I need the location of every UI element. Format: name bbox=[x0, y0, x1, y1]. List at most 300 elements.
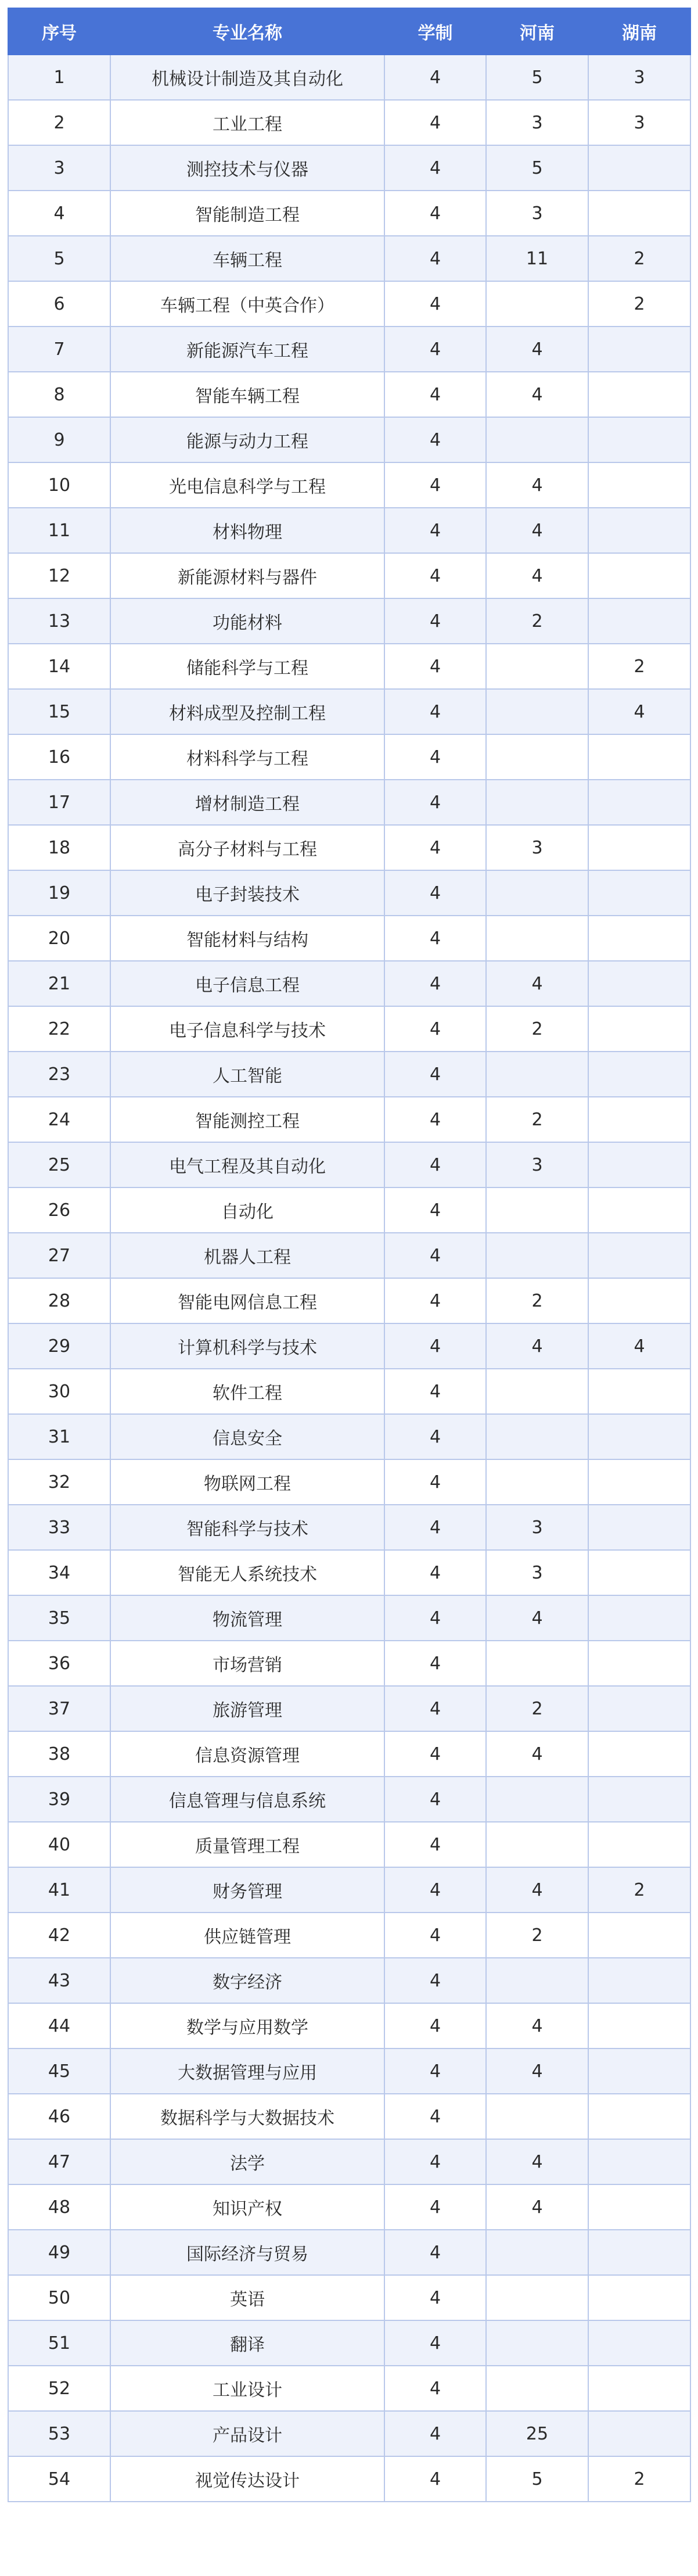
cell-hunan bbox=[588, 2275, 690, 2320]
table-row bbox=[8, 1505, 690, 1550]
cell-duration: 4 bbox=[384, 780, 486, 825]
cell-major-name: 车辆工程 bbox=[110, 236, 384, 281]
cell-serial-number: 47 bbox=[8, 2139, 110, 2184]
cell-hunan bbox=[588, 553, 690, 598]
cell-duration: 4 bbox=[384, 1595, 486, 1641]
cell-henan: 3 bbox=[486, 1550, 588, 1595]
table-row bbox=[8, 598, 690, 644]
cell-major-name: 工业工程 bbox=[110, 100, 384, 145]
cell-serial-number: 20 bbox=[8, 916, 110, 961]
cell-major-name: 数据科学与大数据技术 bbox=[110, 2094, 384, 2139]
cell-hunan bbox=[588, 734, 690, 780]
table-row bbox=[8, 1323, 690, 1369]
cell-duration: 4 bbox=[384, 2094, 486, 2139]
table-row bbox=[8, 1006, 690, 1052]
cell-serial-number: 54 bbox=[8, 2456, 110, 2502]
cell-henan: 5 bbox=[486, 2456, 588, 2502]
cell-hunan bbox=[588, 1142, 690, 1187]
table-row bbox=[8, 508, 690, 553]
cell-hunan bbox=[588, 961, 690, 1006]
cell-duration: 4 bbox=[384, 2048, 486, 2094]
cell-hunan bbox=[588, 145, 690, 191]
cell-serial-number: 50 bbox=[8, 2275, 110, 2320]
cell-serial-number: 19 bbox=[8, 870, 110, 916]
cell-serial-number: 17 bbox=[8, 780, 110, 825]
cell-major-name: 工业设计 bbox=[110, 2366, 384, 2411]
cell-duration: 4 bbox=[384, 2275, 486, 2320]
cell-henan: 4 bbox=[486, 462, 588, 508]
cell-serial-number: 40 bbox=[8, 1822, 110, 1867]
cell-serial-number: 22 bbox=[8, 1006, 110, 1052]
cell-henan: 5 bbox=[486, 145, 588, 191]
cell-serial-number: 53 bbox=[8, 2411, 110, 2456]
cell-hunan bbox=[588, 2094, 690, 2139]
table-row bbox=[8, 372, 690, 417]
cell-duration: 4 bbox=[384, 1505, 486, 1550]
cell-major-name: 大数据管理与应用 bbox=[110, 2048, 384, 2094]
cell-duration: 4 bbox=[384, 1369, 486, 1414]
cell-hunan bbox=[588, 2320, 690, 2366]
table-row bbox=[8, 553, 690, 598]
table-row bbox=[8, 1641, 690, 1686]
cell-hunan bbox=[588, 1505, 690, 1550]
cell-duration: 4 bbox=[384, 145, 486, 191]
cell-serial-number: 6 bbox=[8, 281, 110, 327]
cell-henan: 4 bbox=[486, 2139, 588, 2184]
cell-serial-number: 28 bbox=[8, 1278, 110, 1323]
cell-serial-number: 34 bbox=[8, 1550, 110, 1595]
cell-serial-number: 12 bbox=[8, 553, 110, 598]
header-hunan: 湖南 bbox=[588, 8, 690, 55]
cell-hunan bbox=[588, 1822, 690, 1867]
cell-hunan bbox=[588, 916, 690, 961]
cell-serial-number: 51 bbox=[8, 2320, 110, 2366]
cell-major-name: 信息安全 bbox=[110, 1414, 384, 1459]
cell-serial-number: 41 bbox=[8, 1867, 110, 1913]
table-row bbox=[8, 2184, 690, 2230]
cell-hunan bbox=[588, 462, 690, 508]
table-row bbox=[8, 825, 690, 870]
table-row bbox=[8, 1459, 690, 1505]
cell-duration: 4 bbox=[384, 2366, 486, 2411]
cell-henan bbox=[486, 1459, 588, 1505]
cell-henan bbox=[486, 2366, 588, 2411]
cell-major-name: 车辆工程（中英合作） bbox=[110, 281, 384, 327]
cell-hunan bbox=[588, 2003, 690, 2048]
cell-duration: 4 bbox=[384, 462, 486, 508]
cell-henan: 2 bbox=[486, 1913, 588, 1958]
cell-major-name: 电子封装技术 bbox=[110, 870, 384, 916]
cell-serial-number: 38 bbox=[8, 1731, 110, 1777]
table-row bbox=[8, 1913, 690, 1958]
cell-duration: 4 bbox=[384, 1731, 486, 1777]
cell-major-name: 材料成型及控制工程 bbox=[110, 689, 384, 734]
cell-henan bbox=[486, 2094, 588, 2139]
enrollment-plan-table bbox=[8, 8, 691, 2502]
cell-serial-number: 7 bbox=[8, 327, 110, 372]
cell-duration: 4 bbox=[384, 508, 486, 553]
cell-henan: 3 bbox=[486, 191, 588, 236]
cell-henan: 4 bbox=[486, 2184, 588, 2230]
table-row bbox=[8, 734, 690, 780]
cell-duration: 4 bbox=[384, 2456, 486, 2502]
cell-major-name: 光电信息科学与工程 bbox=[110, 462, 384, 508]
table-row bbox=[8, 2275, 690, 2320]
cell-henan: 4 bbox=[486, 372, 588, 417]
cell-duration: 4 bbox=[384, 2003, 486, 2048]
cell-hunan bbox=[588, 870, 690, 916]
cell-hunan bbox=[588, 1414, 690, 1459]
cell-serial-number: 25 bbox=[8, 1142, 110, 1187]
cell-hunan bbox=[588, 2139, 690, 2184]
cell-duration: 4 bbox=[384, 1459, 486, 1505]
table-row bbox=[8, 236, 690, 281]
cell-hunan bbox=[588, 1006, 690, 1052]
table-row bbox=[8, 100, 690, 145]
cell-serial-number: 4 bbox=[8, 191, 110, 236]
cell-duration: 4 bbox=[384, 553, 486, 598]
cell-duration: 4 bbox=[384, 825, 486, 870]
cell-major-name: 新能源材料与器件 bbox=[110, 553, 384, 598]
cell-henan bbox=[486, 2320, 588, 2366]
cell-hunan bbox=[588, 2366, 690, 2411]
cell-serial-number: 44 bbox=[8, 2003, 110, 2048]
table-row bbox=[8, 417, 690, 462]
cell-serial-number: 5 bbox=[8, 236, 110, 281]
table-row bbox=[8, 780, 690, 825]
cell-henan bbox=[486, 644, 588, 689]
cell-duration: 4 bbox=[384, 1097, 486, 1142]
cell-henan: 4 bbox=[486, 327, 588, 372]
cell-duration: 4 bbox=[384, 417, 486, 462]
cell-major-name: 翻译 bbox=[110, 2320, 384, 2366]
cell-duration: 4 bbox=[384, 1822, 486, 1867]
cell-duration: 4 bbox=[384, 689, 486, 734]
cell-serial-number: 24 bbox=[8, 1097, 110, 1142]
cell-henan: 2 bbox=[486, 1686, 588, 1731]
cell-major-name: 软件工程 bbox=[110, 1369, 384, 1414]
cell-major-name: 英语 bbox=[110, 2275, 384, 2320]
cell-major-name: 功能材料 bbox=[110, 598, 384, 644]
cell-duration: 4 bbox=[384, 191, 486, 236]
cell-duration: 4 bbox=[384, 2184, 486, 2230]
cell-duration: 4 bbox=[384, 1686, 486, 1731]
cell-hunan bbox=[588, 1369, 690, 1414]
table-row bbox=[8, 1550, 690, 1595]
cell-henan bbox=[486, 1052, 588, 1097]
table-row bbox=[8, 1052, 690, 1097]
cell-hunan: 4 bbox=[588, 689, 690, 734]
header-major-name: 专业名称 bbox=[110, 8, 384, 55]
cell-duration: 4 bbox=[384, 870, 486, 916]
cell-henan: 4 bbox=[486, 1731, 588, 1777]
cell-hunan bbox=[588, 191, 690, 236]
cell-henan: 4 bbox=[486, 553, 588, 598]
cell-serial-number: 52 bbox=[8, 2366, 110, 2411]
cell-duration: 4 bbox=[384, 1777, 486, 1822]
cell-henan bbox=[486, 780, 588, 825]
cell-duration: 4 bbox=[384, 1187, 486, 1233]
cell-henan: 4 bbox=[486, 1867, 588, 1913]
table-body bbox=[8, 55, 690, 2502]
table-row bbox=[8, 1233, 690, 1278]
header-serial-number: 序号 bbox=[8, 8, 110, 55]
cell-henan: 3 bbox=[486, 100, 588, 145]
cell-serial-number: 2 bbox=[8, 100, 110, 145]
table-row bbox=[8, 870, 690, 916]
cell-henan: 25 bbox=[486, 2411, 588, 2456]
cell-serial-number: 26 bbox=[8, 1187, 110, 1233]
cell-hunan bbox=[588, 417, 690, 462]
cell-hunan bbox=[588, 598, 690, 644]
cell-duration: 4 bbox=[384, 1278, 486, 1323]
cell-henan: 4 bbox=[486, 1323, 588, 1369]
cell-serial-number: 13 bbox=[8, 598, 110, 644]
cell-duration: 4 bbox=[384, 2230, 486, 2275]
table-row bbox=[8, 327, 690, 372]
cell-hunan bbox=[588, 1913, 690, 1958]
table-row bbox=[8, 2094, 690, 2139]
cell-henan: 2 bbox=[486, 1006, 588, 1052]
cell-henan: 4 bbox=[486, 1595, 588, 1641]
cell-hunan bbox=[588, 1641, 690, 1686]
cell-serial-number: 31 bbox=[8, 1414, 110, 1459]
cell-henan bbox=[486, 2230, 588, 2275]
table-row bbox=[8, 2320, 690, 2366]
cell-hunan: 3 bbox=[588, 55, 690, 100]
cell-hunan bbox=[588, 1595, 690, 1641]
cell-hunan bbox=[588, 2184, 690, 2230]
cell-major-name: 材料物理 bbox=[110, 508, 384, 553]
cell-duration: 4 bbox=[384, 55, 486, 100]
cell-duration: 4 bbox=[384, 236, 486, 281]
cell-hunan: 2 bbox=[588, 644, 690, 689]
cell-serial-number: 39 bbox=[8, 1777, 110, 1822]
table-row bbox=[8, 1595, 690, 1641]
table-row bbox=[8, 1414, 690, 1459]
table-row bbox=[8, 1369, 690, 1414]
cell-hunan: 2 bbox=[588, 281, 690, 327]
cell-hunan bbox=[588, 327, 690, 372]
table-row bbox=[8, 2048, 690, 2094]
table-row bbox=[8, 2456, 690, 2502]
cell-serial-number: 10 bbox=[8, 462, 110, 508]
cell-major-name: 国际经济与贸易 bbox=[110, 2230, 384, 2275]
cell-serial-number: 35 bbox=[8, 1595, 110, 1641]
table-row bbox=[8, 281, 690, 327]
cell-henan bbox=[486, 734, 588, 780]
enrollment-plan-table-container bbox=[8, 8, 690, 2502]
cell-hunan bbox=[588, 1187, 690, 1233]
cell-major-name: 储能科学与工程 bbox=[110, 644, 384, 689]
cell-serial-number: 16 bbox=[8, 734, 110, 780]
cell-major-name: 新能源汽车工程 bbox=[110, 327, 384, 372]
table-row bbox=[8, 1867, 690, 1913]
cell-major-name: 知识产权 bbox=[110, 2184, 384, 2230]
cell-hunan bbox=[588, 780, 690, 825]
cell-major-name: 自动化 bbox=[110, 1187, 384, 1233]
table-row bbox=[8, 1686, 690, 1731]
cell-duration: 4 bbox=[384, 327, 486, 372]
table-row bbox=[8, 961, 690, 1006]
cell-hunan bbox=[588, 508, 690, 553]
cell-hunan bbox=[588, 1278, 690, 1323]
cell-serial-number: 27 bbox=[8, 1233, 110, 1278]
cell-duration: 4 bbox=[384, 1006, 486, 1052]
cell-duration: 4 bbox=[384, 598, 486, 644]
cell-henan: 2 bbox=[486, 1097, 588, 1142]
cell-duration: 4 bbox=[384, 961, 486, 1006]
cell-hunan: 3 bbox=[588, 100, 690, 145]
cell-major-name: 智能电网信息工程 bbox=[110, 1278, 384, 1323]
cell-major-name: 测控技术与仪器 bbox=[110, 145, 384, 191]
cell-major-name: 能源与动力工程 bbox=[110, 417, 384, 462]
cell-major-name: 计算机科学与技术 bbox=[110, 1323, 384, 1369]
cell-duration: 4 bbox=[384, 2139, 486, 2184]
table-row bbox=[8, 2230, 690, 2275]
cell-serial-number: 11 bbox=[8, 508, 110, 553]
cell-hunan bbox=[588, 372, 690, 417]
cell-duration: 4 bbox=[384, 644, 486, 689]
cell-henan bbox=[486, 916, 588, 961]
cell-hunan: 4 bbox=[588, 1323, 690, 1369]
cell-serial-number: 21 bbox=[8, 961, 110, 1006]
cell-major-name: 人工智能 bbox=[110, 1052, 384, 1097]
cell-serial-number: 32 bbox=[8, 1459, 110, 1505]
cell-serial-number: 30 bbox=[8, 1369, 110, 1414]
cell-henan: 4 bbox=[486, 961, 588, 1006]
cell-duration: 4 bbox=[384, 1550, 486, 1595]
cell-major-name: 高分子材料与工程 bbox=[110, 825, 384, 870]
cell-major-name: 信息管理与信息系统 bbox=[110, 1777, 384, 1822]
cell-major-name: 智能测控工程 bbox=[110, 1097, 384, 1142]
cell-major-name: 机器人工程 bbox=[110, 1233, 384, 1278]
cell-henan bbox=[486, 1958, 588, 2003]
cell-serial-number: 45 bbox=[8, 2048, 110, 2094]
cell-serial-number: 1 bbox=[8, 55, 110, 100]
cell-serial-number: 37 bbox=[8, 1686, 110, 1731]
cell-duration: 4 bbox=[384, 1913, 486, 1958]
cell-serial-number: 23 bbox=[8, 1052, 110, 1097]
cell-hunan: 2 bbox=[588, 1867, 690, 1913]
cell-henan bbox=[486, 1641, 588, 1686]
cell-major-name: 智能车辆工程 bbox=[110, 372, 384, 417]
cell-major-name: 电子信息工程 bbox=[110, 961, 384, 1006]
cell-henan bbox=[486, 1414, 588, 1459]
cell-hunan bbox=[588, 1686, 690, 1731]
cell-serial-number: 8 bbox=[8, 372, 110, 417]
cell-henan bbox=[486, 1777, 588, 1822]
cell-major-name: 机械设计制造及其自动化 bbox=[110, 55, 384, 100]
cell-henan: 3 bbox=[486, 1142, 588, 1187]
cell-serial-number: 36 bbox=[8, 1641, 110, 1686]
table-row bbox=[8, 1777, 690, 1822]
table-row bbox=[8, 916, 690, 961]
cell-duration: 4 bbox=[384, 1233, 486, 1278]
table-row bbox=[8, 1142, 690, 1187]
cell-major-name: 市场营销 bbox=[110, 1641, 384, 1686]
cell-serial-number: 46 bbox=[8, 2094, 110, 2139]
table-row bbox=[8, 2366, 690, 2411]
cell-hunan bbox=[588, 1097, 690, 1142]
cell-serial-number: 33 bbox=[8, 1505, 110, 1550]
table-row bbox=[8, 462, 690, 508]
cell-major-name: 数字经济 bbox=[110, 1958, 384, 2003]
cell-major-name: 视觉传达设计 bbox=[110, 2456, 384, 2502]
cell-duration: 4 bbox=[384, 1867, 486, 1913]
header-duration: 学制 bbox=[384, 8, 486, 55]
cell-henan: 3 bbox=[486, 825, 588, 870]
cell-duration: 4 bbox=[384, 1641, 486, 1686]
cell-duration: 4 bbox=[384, 1958, 486, 2003]
cell-hunan bbox=[588, 2048, 690, 2094]
table-row bbox=[8, 2139, 690, 2184]
cell-hunan bbox=[588, 2411, 690, 2456]
cell-duration: 4 bbox=[384, 734, 486, 780]
cell-henan: 4 bbox=[486, 2048, 588, 2094]
cell-hunan bbox=[588, 1550, 690, 1595]
table-row bbox=[8, 644, 690, 689]
cell-henan: 3 bbox=[486, 1505, 588, 1550]
cell-hunan bbox=[588, 1233, 690, 1278]
cell-serial-number: 14 bbox=[8, 644, 110, 689]
header-row bbox=[8, 8, 690, 55]
table-row bbox=[8, 1278, 690, 1323]
cell-duration: 4 bbox=[384, 1323, 486, 1369]
cell-major-name: 信息资源管理 bbox=[110, 1731, 384, 1777]
cell-serial-number: 43 bbox=[8, 1958, 110, 2003]
cell-major-name: 旅游管理 bbox=[110, 1686, 384, 1731]
cell-henan: 5 bbox=[486, 55, 588, 100]
cell-duration: 4 bbox=[384, 2411, 486, 2456]
cell-serial-number: 9 bbox=[8, 417, 110, 462]
cell-henan bbox=[486, 281, 588, 327]
cell-major-name: 质量管理工程 bbox=[110, 1822, 384, 1867]
table-row bbox=[8, 1822, 690, 1867]
cell-major-name: 产品设计 bbox=[110, 2411, 384, 2456]
cell-major-name: 智能制造工程 bbox=[110, 191, 384, 236]
cell-major-name: 法学 bbox=[110, 2139, 384, 2184]
table-row bbox=[8, 1958, 690, 2003]
cell-major-name: 材料科学与工程 bbox=[110, 734, 384, 780]
cell-serial-number: 29 bbox=[8, 1323, 110, 1369]
cell-henan bbox=[486, 1233, 588, 1278]
cell-hunan bbox=[588, 2230, 690, 2275]
cell-hunan: 2 bbox=[588, 236, 690, 281]
cell-major-name: 财务管理 bbox=[110, 1867, 384, 1913]
cell-major-name: 电子信息科学与技术 bbox=[110, 1006, 384, 1052]
table-row bbox=[8, 145, 690, 191]
cell-serial-number: 42 bbox=[8, 1913, 110, 1958]
cell-hunan bbox=[588, 1731, 690, 1777]
cell-major-name: 物联网工程 bbox=[110, 1459, 384, 1505]
cell-hunan bbox=[588, 1777, 690, 1822]
cell-henan: 4 bbox=[486, 508, 588, 553]
cell-duration: 4 bbox=[384, 100, 486, 145]
cell-serial-number: 15 bbox=[8, 689, 110, 734]
cell-serial-number: 48 bbox=[8, 2184, 110, 2230]
cell-major-name: 供应链管理 bbox=[110, 1913, 384, 1958]
cell-major-name: 数学与应用数学 bbox=[110, 2003, 384, 2048]
cell-henan bbox=[486, 1822, 588, 1867]
cell-duration: 4 bbox=[384, 1142, 486, 1187]
cell-henan bbox=[486, 2275, 588, 2320]
cell-henan bbox=[486, 1369, 588, 1414]
cell-major-name: 智能科学与技术 bbox=[110, 1505, 384, 1550]
cell-duration: 4 bbox=[384, 281, 486, 327]
cell-hunan: 2 bbox=[588, 2456, 690, 2502]
cell-major-name: 增材制造工程 bbox=[110, 780, 384, 825]
